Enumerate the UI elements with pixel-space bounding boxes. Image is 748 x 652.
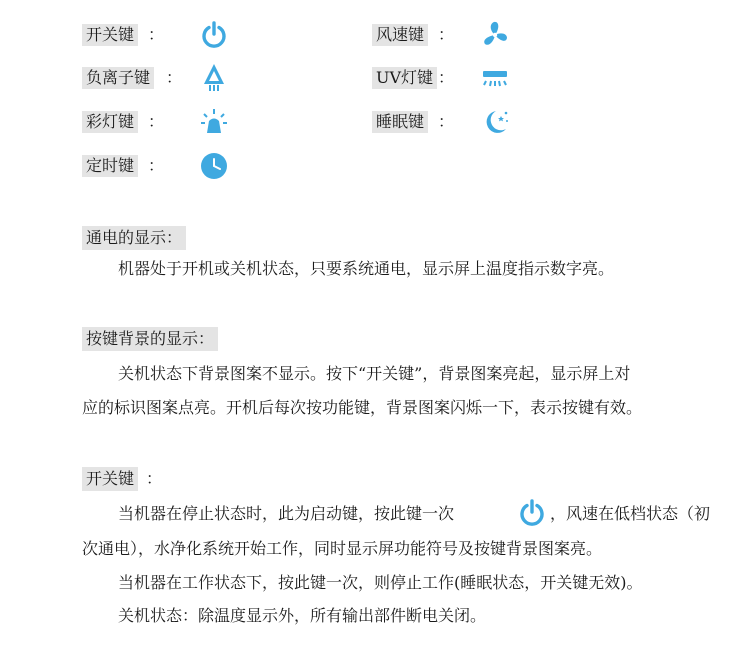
timer-icon — [199, 151, 229, 181]
power-key-text-line1a: 当机器在停止状态时，此为启动键，按此键一次 — [118, 504, 455, 523]
fan-key-label: 风速键 — [372, 24, 428, 46]
uv-lamp-icon — [480, 64, 510, 94]
timer-key-label: 定时键 — [82, 155, 138, 177]
color-light-key-label: 彩灯键 — [82, 111, 138, 133]
power-on-display-title: 通电的显示： — [82, 226, 186, 250]
sleep-icon — [480, 107, 510, 137]
uv-key-colon: ： — [438, 68, 455, 87]
backlight-display-text-line1: 关机状态下背景图案不显示。按下“开关键”，背景图案亮起，显示屏上对 — [118, 364, 631, 383]
color-light-key-colon: ： — [148, 112, 165, 131]
power-key-section-colon: ： — [146, 469, 163, 488]
power-key-text-line4: 关机状态：除温度显示外，所有输出部件断电关闭。 — [118, 606, 487, 625]
ionizer-key-label: 负离子键 — [82, 67, 154, 89]
power-key-section-title: 开关键 — [82, 467, 138, 491]
fan-key-colon: ： — [438, 25, 455, 44]
power-key-colon: ： — [148, 25, 165, 44]
power-key-label: 开关键 — [82, 24, 138, 46]
sleep-key-label: 睡眠键 — [372, 111, 428, 133]
fan-icon — [480, 20, 510, 50]
power-on-display-text: 机器处于开机或关机状态，只要系统通电，显示屏上温度指示数字亮。 — [118, 259, 615, 278]
uv-key-label: UV灯键 — [372, 67, 437, 89]
backlight-display-title: 按键背景的显示： — [82, 327, 218, 351]
backlight-display-text-line2: 应的标识图案点亮。开机后每次按功能键，背景图案闪烁一下，表示按键有效。 — [82, 398, 643, 417]
power-key-text-line1b: ，风速在低档状态（初 — [550, 504, 711, 523]
power-key-text-line3: 当机器在工作状态下，按此键一次，则停止工作(睡眠状态，开关键无效)。 — [118, 573, 643, 592]
power-icon — [517, 498, 547, 528]
color-light-icon — [199, 107, 229, 137]
timer-key-colon: ： — [148, 156, 165, 175]
ionizer-key-colon: ： — [166, 68, 183, 87]
power-icon — [199, 20, 229, 50]
sleep-key-colon: ： — [438, 112, 455, 131]
ionizer-icon — [199, 62, 229, 92]
power-key-text-line2: 次通电），水净化系统开始工作，同时显示屏功能符号及按键背景图案亮。 — [82, 539, 603, 558]
